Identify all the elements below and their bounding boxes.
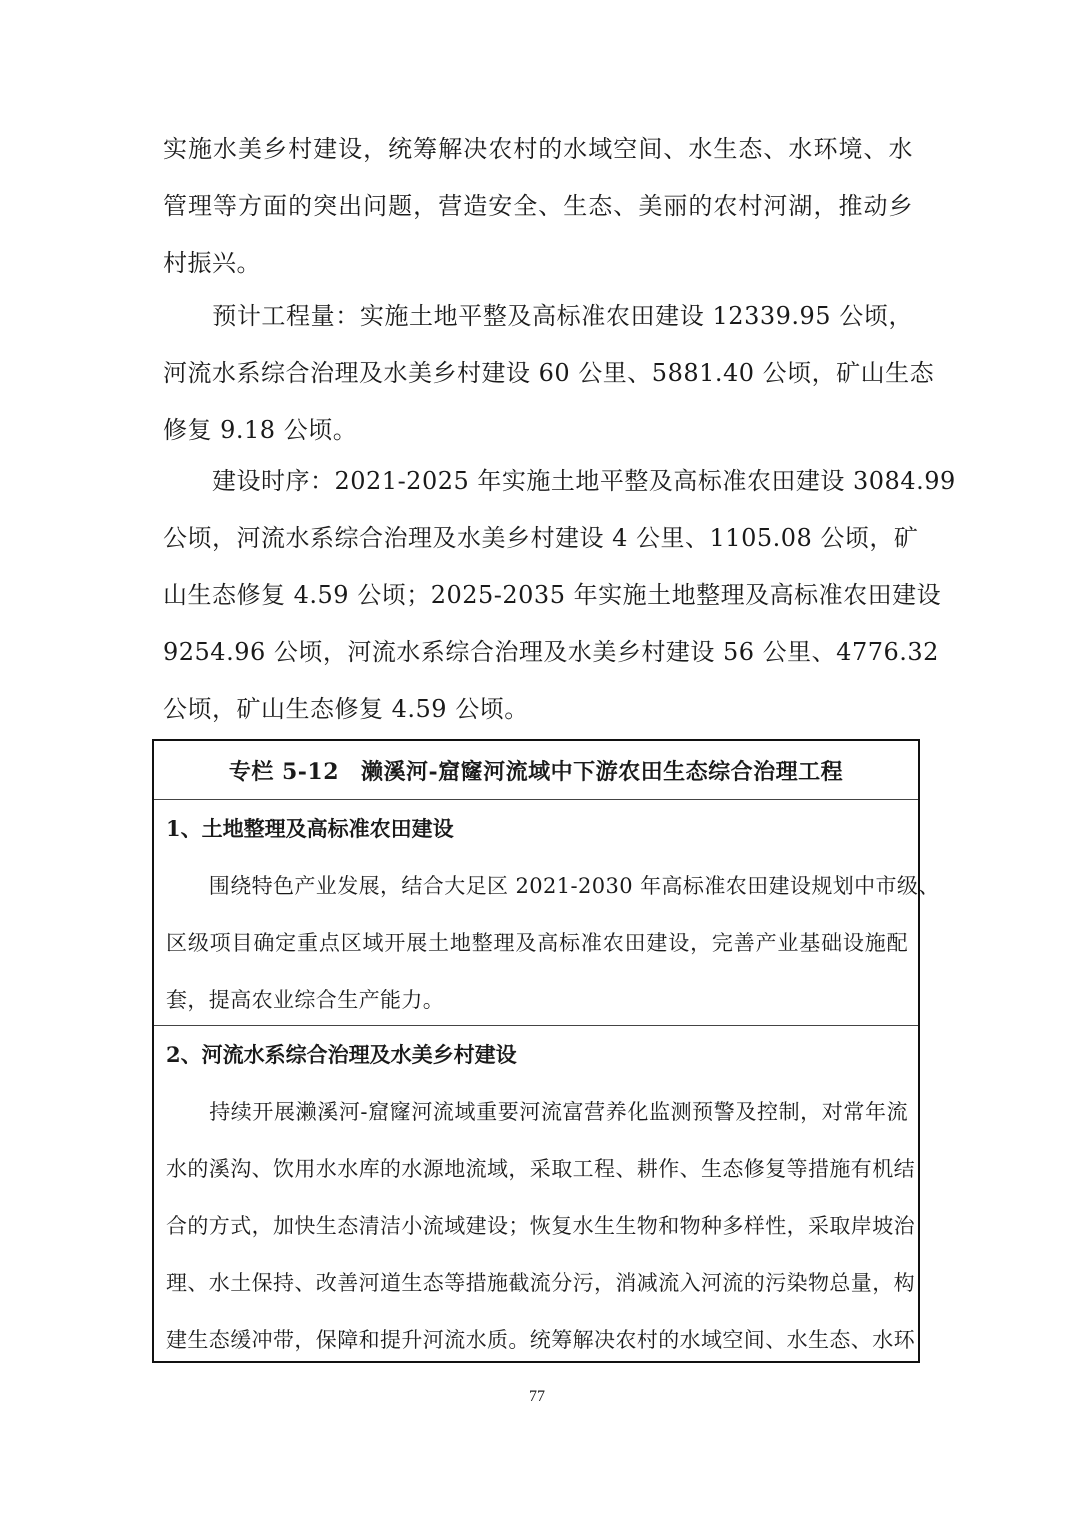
text-line: 建设时序：2021-2025 年实施土地平整及高标准农田建设 3084.99 — [163, 467, 956, 495]
column-section-2 — [154, 1026, 918, 1369]
column-box — [152, 739, 940, 1363]
text-line: 围绕特色产业发展，结合大足区 2021-2030 年高标准农田建设规划中市级、 — [166, 874, 940, 898]
text-line: 区级项目确定重点区域开展土地整理及高标准农田建设，完善产业基础设施配 — [166, 931, 908, 955]
section-body — [154, 1084, 918, 1369]
text-line: 持续开展濑溪河-窟窿河流域重要河流富营养化监测预警及控制，对常年流 — [166, 1100, 908, 1124]
text-line: 修复 9.18 公顷。 — [163, 416, 358, 444]
text-line: 建生态缓冲带，保障和提升河流水质。统筹解决农村的水域空间、水生态、水环 — [166, 1328, 915, 1352]
column-title-text: 濑溪河-窟窿河流域中下游农田生态综合治理工程 — [361, 758, 844, 785]
column-number: 专栏 5-12 — [228, 758, 340, 785]
section-body — [154, 858, 940, 1029]
column-box-title — [154, 741, 918, 800]
text-line: 公顷，河流水系综合治理及水美乡村建设 4 公里、1105.08 公顷，矿 — [163, 524, 919, 552]
text-line: 预计工程量：实施土地平整及高标准农田建设 12339.95 公顷， — [163, 302, 913, 330]
text-line: 管理等方面的突出问题，营造安全、生态、美丽的农村河湖，推动乡 — [163, 192, 913, 220]
text-line: 实施水美乡村建设，统筹解决农村的水域空间、水生态、水环境、水 — [163, 135, 913, 163]
text-line: 合的方式，加快生态清洁小流域建设；恢复水生生物和物种多样性，采取岸坡治 — [166, 1214, 915, 1238]
column-section-1 — [154, 800, 940, 1026]
text-line: 套，提高农业综合生产能力。 — [166, 988, 445, 1012]
text-line: 9254.96 公顷，河流水系综合治理及水美乡村建设 56 公里、4776.32 — [163, 638, 939, 666]
text-line: 村振兴。 — [163, 249, 261, 277]
section-heading: 2、河流水系综合治理及水美乡村建设 — [166, 1042, 517, 1067]
section-heading: 1、土地整理及高标准农田建设 — [166, 816, 454, 841]
text-line: 理、水土保持、改善河道生态等措施截流分污，消减流入河流的污染物总量，构 — [166, 1271, 915, 1295]
paragraph-2 — [163, 288, 935, 459]
paragraph-1 — [163, 121, 913, 292]
text-line: 山生态修复 4.59 公顷；2025-2035 年实施土地整理及高标准农田建设 — [163, 581, 942, 609]
page-number: 77 — [529, 1388, 545, 1405]
text-line: 水的溪沟、饮用水水库的水源地流域，采取工程、耕作、生态修复等措施有机结 — [166, 1157, 915, 1181]
paragraph-3 — [163, 453, 956, 738]
text-line: 河流水系综合治理及水美乡村建设 60 公里、5881.40 公顷，矿山生态 — [163, 359, 935, 387]
text-line: 公顷，矿山生态修复 4.59 公顷。 — [163, 695, 529, 723]
